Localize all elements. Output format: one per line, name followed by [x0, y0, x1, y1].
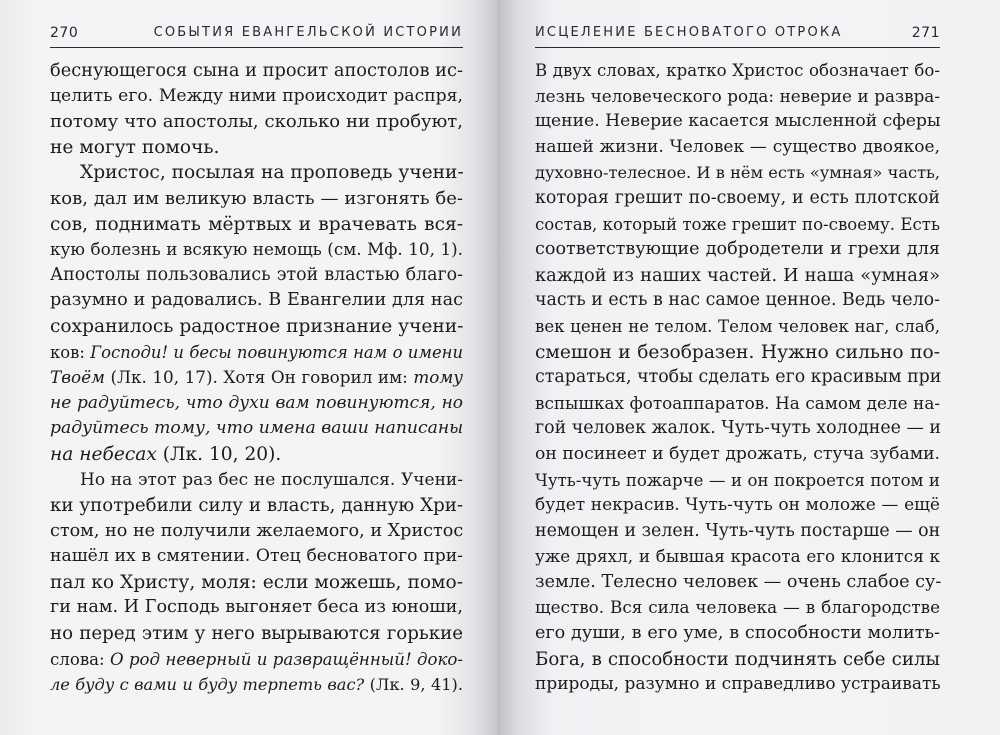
- left-page: [0, 0, 497, 735]
- text-line: немощен и зелен. Чуть-чуть постарше — он: [535, 520, 941, 541]
- text-line: стараться, чтобы сделать его красивым при: [535, 367, 942, 388]
- right-page: [497, 0, 1000, 735]
- text-line: целить его. Между ними происходит распря,: [50, 85, 463, 106]
- text-line: не радуйтесь, что духи вам повинуются, но: [50, 392, 463, 413]
- text-line: беснующегося сына и просит апостолов ис-: [50, 60, 463, 81]
- text-line: будет некрасив. Чуть-чуть он моложе — ещё: [535, 495, 940, 516]
- text-line: потому что апостолы, сколько ни пробуют,: [50, 111, 463, 133]
- right-page-number: 271: [911, 25, 940, 41]
- text-line: нашей жизни. Человек — существо двоякое,: [535, 136, 940, 157]
- text-line: ков, дал им великую власть — изгонять бе-: [50, 187, 463, 209]
- text-line: пал ко Христу, моля: если можешь, помо-: [50, 571, 463, 593]
- text-line: лезнь человеческого рода: неверие и развра-: [535, 85, 940, 106]
- text-line: стом, но не получили желаемого, и Христос: [50, 520, 464, 541]
- text-line: сохранилось радостное признание учени-: [50, 315, 464, 337]
- text-line: нашёл их в смятении. Отец бесноватого при-: [50, 546, 463, 567]
- right-page-header: [535, 22, 940, 48]
- text-line: он посинеет и будет дрожать, стуча зубами.: [535, 443, 940, 464]
- text-line: Но на этот раз бес не послушался. Учени-: [80, 469, 463, 490]
- text-line: разумно и радовались. В Евангелии для нас: [50, 290, 463, 311]
- right-running-head: ИСЦЕЛЕНИЕ БЕСНОВАТОГО ОТРОКА: [535, 25, 843, 40]
- text-line: Чуть-чуть пожарче — и он покроется потом и: [535, 470, 940, 490]
- text-line: природы, разумно и справедливо устраивать: [535, 674, 941, 695]
- text-line: духовно-телесное. И в нём есть «умная» часть,: [535, 163, 940, 183]
- text-line: состав, который тоже грешит по-своему. Есть: [535, 214, 940, 234]
- text-line: его души, в его уме, в способности молить-: [535, 623, 940, 644]
- text-line: не могут помочь.: [50, 136, 220, 158]
- text-line: вспышках фотоаппаратов. На самом деле на-: [535, 392, 940, 413]
- right-page-text: [535, 58, 940, 698]
- text-line: век ценен не телом. Телом человек наг, слаб,: [535, 316, 940, 336]
- text-line: ки употребили силу и власть, данную Хри-: [50, 495, 463, 517]
- text-line: сов, поднимать мёртвых и врачевать вся-: [50, 213, 463, 235]
- text-line: которая грешит по-своему, и есть плотской: [535, 187, 940, 208]
- text-line: кую болезнь и всякую немощь (см. Мф. 10, 1).: [50, 239, 463, 260]
- text-line: но перед этим у него вырываются горькие: [50, 623, 463, 645]
- text-line: часть и есть в нас самое ценное. Ведь чело-: [535, 290, 940, 311]
- text-line: слова: О род неверный и развращённый! доко-: [50, 649, 463, 669]
- text-line: земле. Телесно человек — очень слабое су-: [535, 571, 942, 592]
- text-line: соответствующие добродетели и грехи для: [535, 239, 940, 260]
- text-line: уже дряхл, и бывшая красота его клонится к: [535, 546, 940, 567]
- text-line: щение. Неверие касается мысленной сферы: [535, 111, 941, 132]
- text-line: щество. Вся сила человека — в благородстве: [535, 597, 940, 618]
- left-page-header: [50, 22, 463, 48]
- text-line: на небесах (Лк. 10, 20).: [50, 443, 282, 465]
- text-line: Твоём (Лк. 10, 17). Хотя Он говорил им: тому: [50, 367, 463, 388]
- text-line: гой человек жалок. Чуть-чуть холоднее — и: [535, 418, 941, 439]
- text-line: ков: Господи! и бесы повинуются нам о имени: [50, 342, 463, 362]
- left-page-number: 270: [50, 25, 79, 41]
- text-line: ле буду с вами и буду терпеть вас? (Лк. 9, 41).: [50, 675, 464, 695]
- text-line: радуйтесь тому, что имена ваши написаны: [50, 418, 464, 439]
- text-line: Бога, в способности подчинять себе силы: [535, 648, 940, 670]
- text-line: смешон и безобразен. Нужно сильно по-: [535, 341, 940, 363]
- text-line: ги нам. И Господь выгоняет беса из юноши,: [50, 597, 463, 618]
- text-line: В двух словах, кратко Христос обозначает бо-: [535, 61, 940, 80]
- right-header-rule: [535, 47, 940, 48]
- text-line: Христос, посылая на проповедь учени-: [80, 162, 464, 184]
- text-line: каждой из наших частей. И наша «умная»: [535, 264, 940, 286]
- text-line: Апостолы пользовались этой властью благо-: [50, 264, 463, 285]
- left-page-text: [50, 58, 463, 698]
- left-header-rule: [50, 47, 463, 48]
- left-running-head: СОБЫТИЯ ЕВАНГЕЛЬСКОЙ ИСТОРИИ: [153, 25, 463, 40]
